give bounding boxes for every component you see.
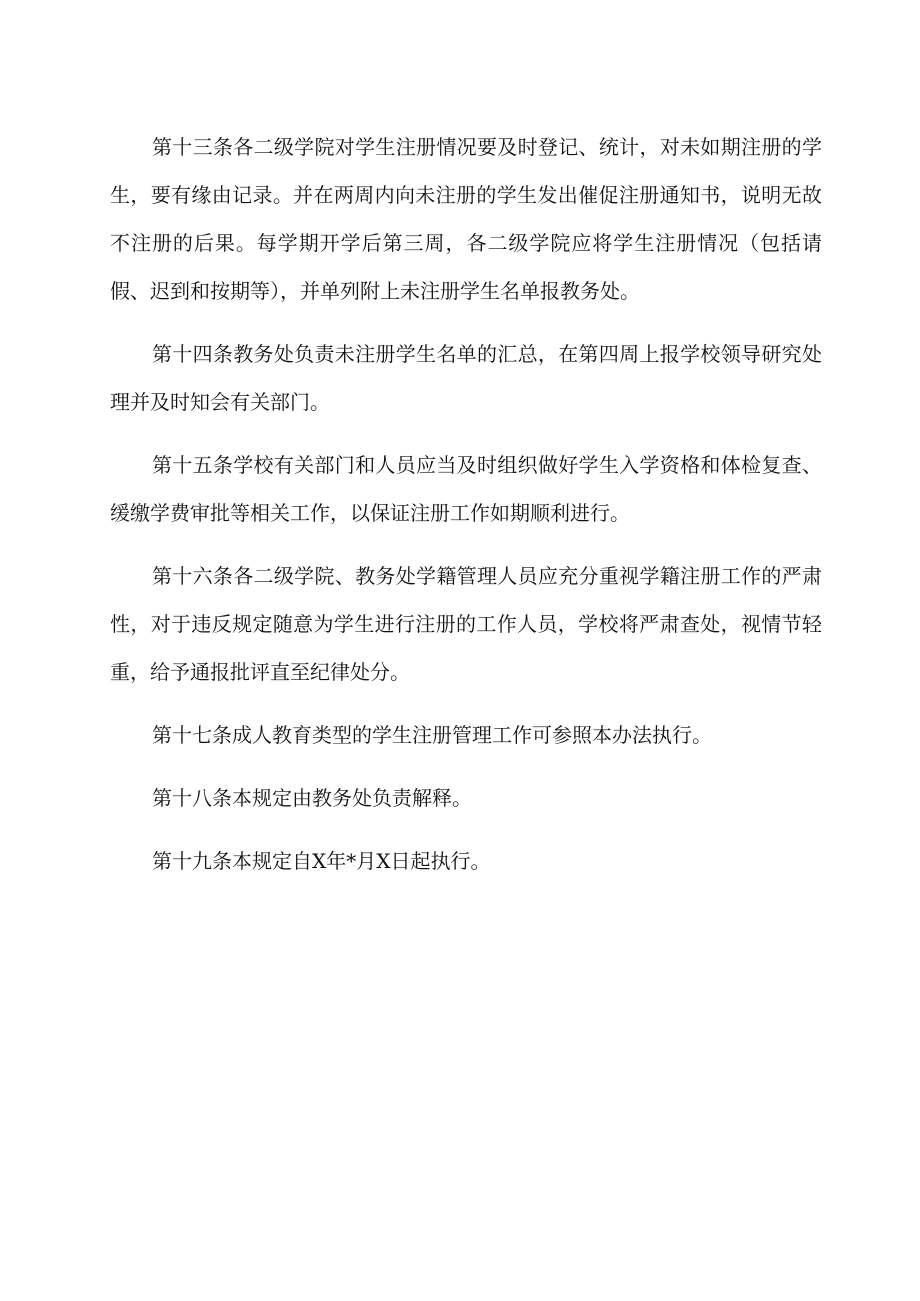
article-19-paragraph: 第十九条本规定自X年*月X日起执行。 [152, 849, 491, 873]
article-17-paragraph: 第十七条成人教育类型的学生注册管理工作可参照本办法执行。 [152, 723, 712, 747]
article-14-paragraph: 第十四条教务处负责未注册学生名单的汇总，在第四周上报学校领导研究处理并及时知会有关部门。 [110, 342, 822, 414]
document-body [110, 123, 822, 900]
article-16-paragraph: 第十六条各二级学院、教务处学籍管理人员应充分重视学籍注册工作的严肃性，对于违反规定随意为学生进行注册的工作人员，学校将严肃查处，视情节轻重，给予通报批评直至纪律处分。 [110, 564, 822, 684]
article-15-paragraph: 第十五条学校有关部门和人员应当及时组织做好学生入学资格和体检复查、缓缴学费审批等相关工作，以保证注册工作如期顺利进行。 [110, 453, 822, 525]
article-13-paragraph: 第十三条各二级学院对学生注册情况要及时登记、统计，对未如期注册的学生，要有缘由记录。并在两周内向未注册的学生发出催促注册通知书，说明无故不注册的后果。每学期开学后第三周，各二级学院应将学生注册情况（包括请假、迟到和按期等），并单列附上未注册学生名单报教务处。 [110, 135, 822, 303]
article-18-paragraph: 第十八条本规定由教务处负责解释。 [152, 786, 472, 810]
